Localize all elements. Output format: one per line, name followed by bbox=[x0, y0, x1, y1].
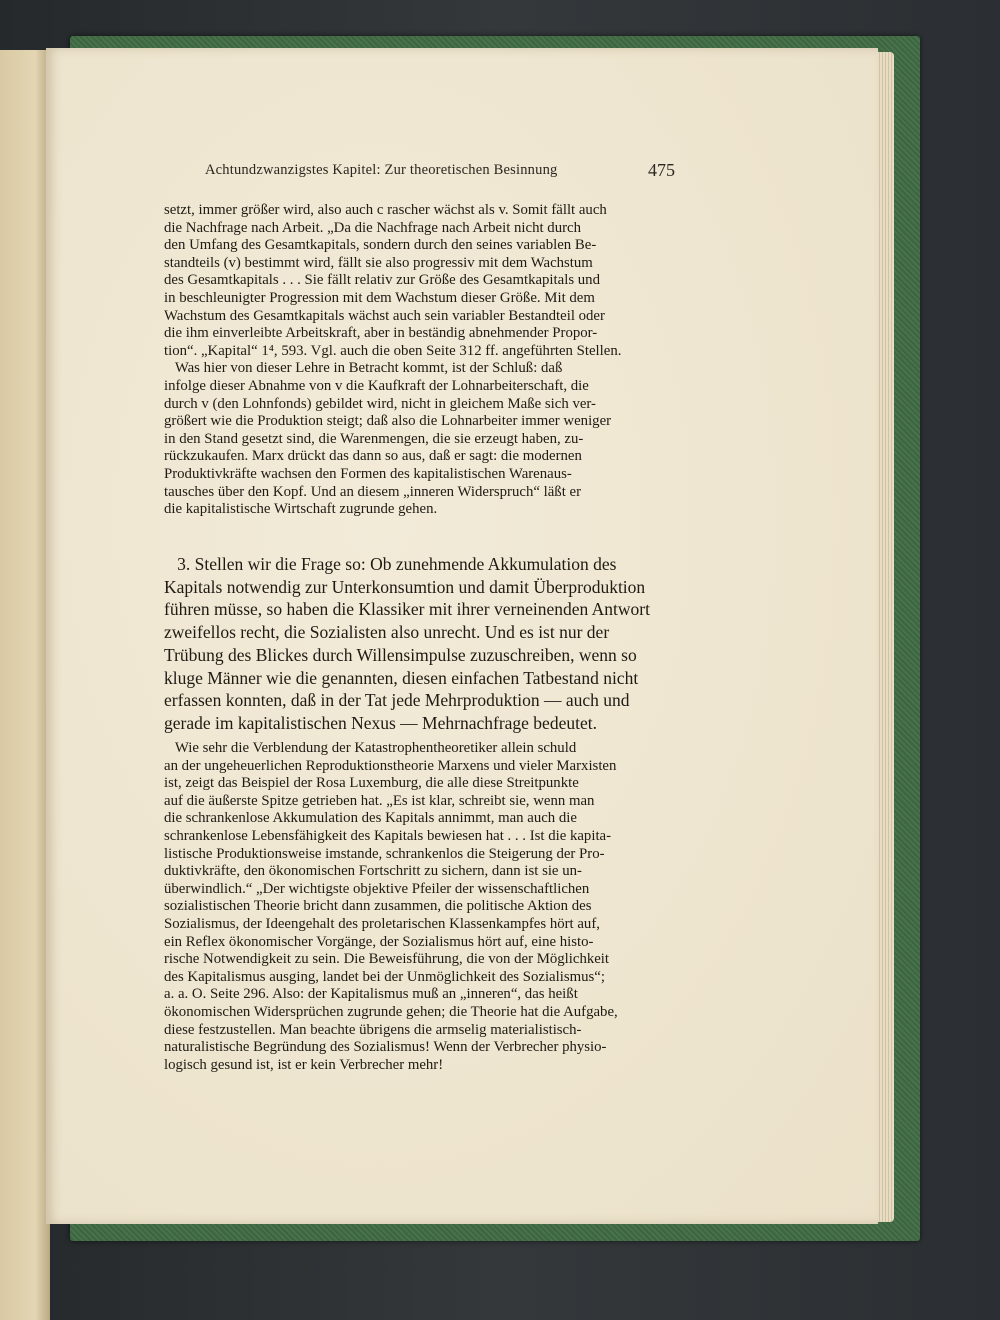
text-line: die kapitalistische Wirtschaft zugrunde gehen. bbox=[164, 501, 438, 518]
text-line: tion“. „Kapital“ 1⁴, 593. Vgl. auch die oben Seite 312 ff. angeführten Stellen. bbox=[164, 342, 622, 359]
text-line: des Kapitalismus ausging, landet bei der Unmöglichkeit des Sozialismus“; bbox=[164, 968, 605, 985]
text-line: des Gesamtkapitals . . . Sie fällt relativ zur Größe des Gesamtkapitals und bbox=[164, 272, 600, 289]
text-line: an der ungeheuerlichen Reproduktionstheorie Marxens und vieler Marxisten bbox=[164, 757, 617, 774]
text-line: Wachstum des Gesamtkapitals wächst auch sein variabler Bestandteil oder bbox=[164, 307, 605, 324]
text-line: Trübung des Blickes durch Willensimpulse zuzuschreiben, wenn so bbox=[164, 644, 637, 665]
text-line: diese festzustellen. Man beachte übrigens die armselig materialistisch- bbox=[164, 1021, 582, 1038]
facing-page-edge bbox=[0, 50, 50, 1320]
text-line: sozialistischen Theorie bricht dann zusammen, die politische Aktion des bbox=[164, 898, 592, 915]
text-line: in beschleunigter Progression mit dem Wachstum dieser Größe. Mit dem bbox=[164, 289, 595, 306]
text-line: führen müsse, so haben die Klassiker mit ihrer verneinenden Antwort bbox=[164, 599, 650, 620]
paragraph-3 bbox=[164, 740, 694, 1074]
text-line: rische Notwendigkeit zu sein. Die Beweisführung, die von der Möglichkeit bbox=[164, 951, 610, 968]
text-line: die ihm einverleibte Arbeitskraft, aber in beständig abnehmender Propor- bbox=[164, 325, 598, 342]
text-line: standteils (v) bestimmt wird, fällt sie also progressiv mit dem Wachstum bbox=[164, 254, 593, 271]
text-line: listische Produktionsweise imstande, schrankenlos die Steigerung der Pro- bbox=[164, 845, 605, 862]
text-line: den Umfang des Gesamtkapitals, sondern durch den seines variablen Be- bbox=[164, 237, 597, 254]
text-line: in den Stand gesetzt sind, die Warenmengen, die sie erzeugt haben, zu- bbox=[164, 430, 584, 447]
text-line: ökonomischen Widersprüchen zugrunde gehen; die Theorie hat die Aufgabe, bbox=[164, 1003, 618, 1020]
paragraph-2 bbox=[164, 553, 694, 735]
text-line: gerade im kapitalistischen Nexus — Mehrnachfrage bedeutet. bbox=[164, 712, 597, 733]
text-line: auf die äußerste Spitze getrieben hat. „Es ist klar, schreibt sie, wenn man bbox=[164, 792, 595, 809]
running-title: Achtundzwanzigstes Kapitel: Zur theoretischen Besinnung bbox=[205, 162, 558, 178]
text-line: ein Reflex ökonomischer Vorgänge, der Sozialismus hört auf, eine histo- bbox=[164, 933, 594, 950]
text-line: schrankenlose Lebensfähigkeit des Kapitals bewiesen hat . . . Ist die kapita- bbox=[164, 827, 612, 844]
text-line: 3. Stellen wir die Frage so: Ob zunehmende Akkumulation des bbox=[164, 554, 617, 574]
text-line: rückzukaufen. Marx drückt das dann so aus, daß er sagt: die modernen bbox=[164, 448, 582, 465]
text-line: Kapitals notwendig zur Unterkonsumtion und damit Überproduktion bbox=[164, 576, 646, 597]
text-line: durch v (den Lohnfonds) gebildet wird, nicht in gleichem Maße sich ver- bbox=[164, 395, 596, 412]
page-number: 475 bbox=[648, 160, 675, 180]
text-line: die schrankenlose Akkumulation des Kapitals annimmt, man auch die bbox=[164, 810, 577, 827]
text-line: zweifellos recht, die Sozialisten also unrecht. Und es ist nur der bbox=[164, 622, 610, 643]
text-line: tausches über den Kopf. Und an diesem „inneren Widerspruch“ läßt er bbox=[164, 483, 581, 500]
text-line: die Nachfrage nach Arbeit. „Da die Nachfrage nach Arbeit nicht durch bbox=[164, 219, 581, 236]
text-line: setzt, immer größer wird, also auch c rascher wächst als v. Somit fällt auch bbox=[164, 202, 607, 218]
text-line: Wie sehr die Verblendung der Katastrophentheoretiker allein schuld bbox=[164, 740, 577, 756]
text-line: naturalistische Begründung des Sozialismus! Wenn der Verbrecher physio- bbox=[164, 1039, 607, 1056]
text-line: Sozialismus, der Ideengehalt des proletarischen Klassenkampfes hört auf, bbox=[164, 915, 600, 932]
text-line: kluge Männer wie die genannten, diesen einfachen Tatbestand nicht bbox=[164, 667, 639, 688]
paragraph-1 bbox=[164, 202, 694, 519]
text-line: a. a. O. Seite 296. Also: der Kapitalismus muß an „inneren“, das heißt bbox=[164, 986, 578, 1003]
text-line: logisch gesund ist, ist er kein Verbrecher mehr! bbox=[164, 1056, 444, 1073]
text-line: infolge dieser Abnahme von v die Kaufkraft der Lohnarbeiterschaft, die bbox=[164, 377, 589, 394]
text-line: duktivkräfte, den ökonomischen Fortschritt zu sichern, dann ist sie un- bbox=[164, 863, 582, 880]
text-line: Produktivkräfte wachsen den Formen des kapitalistischen Warenaus- bbox=[164, 465, 572, 482]
text-line: überwindlich.“ „Der wichtigste objektive Pfeiler der wissenschaftlichen bbox=[164, 880, 590, 897]
text-line: ist, zeigt das Beispiel der Rosa Luxemburg, die alle diese Streitpunkte bbox=[164, 775, 579, 792]
text-line: erfassen konnten, daß in der Tat jede Mehrproduktion — auch und bbox=[164, 690, 630, 711]
text-line: größert wie die Produktion steigt; daß also die Lohnarbeiter immer weniger bbox=[164, 413, 612, 430]
text-line: Was hier von dieser Lehre in Betracht kommt, ist der Schluß: daß bbox=[164, 360, 563, 377]
